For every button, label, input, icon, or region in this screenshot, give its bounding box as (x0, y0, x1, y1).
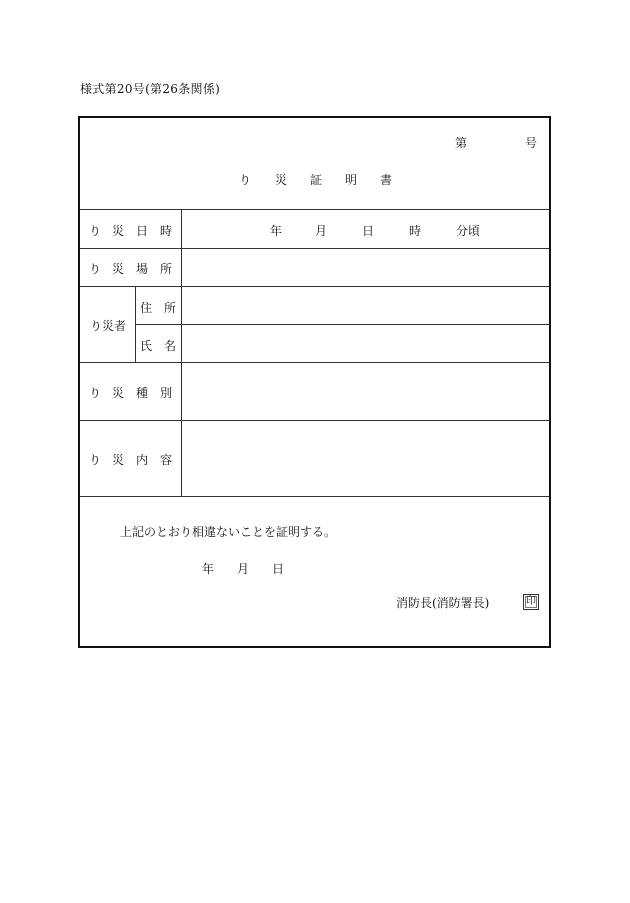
seal-mark (523, 594, 539, 610)
name-field[interactable] (182, 325, 549, 362)
year-unit: 年 (201, 562, 215, 576)
label-char: 名 (163, 339, 177, 353)
title-char: 書 (379, 173, 393, 187)
label-char: 災 (111, 453, 125, 467)
label-char: 災 (111, 386, 125, 400)
number-suffix: 号 (525, 136, 538, 150)
label-char: 氏 (139, 339, 153, 353)
number-prefix: 第 (455, 136, 468, 150)
victim-subdivider (135, 286, 136, 362)
place-field[interactable] (182, 249, 549, 286)
label-char: 災 (111, 262, 125, 276)
label-char: 内 (135, 453, 149, 467)
row-label-victim: り災者 (90, 319, 127, 333)
certification-statement: 上記のとおり相違ないことを証明する。 (120, 525, 337, 539)
month-unit: 月 (236, 562, 250, 576)
address-field[interactable] (182, 287, 549, 324)
label-char: り (88, 224, 102, 238)
label-char: 場 (135, 262, 149, 276)
label-char: り (88, 453, 102, 467)
label-char: 所 (163, 301, 177, 315)
label-char: り (88, 262, 102, 276)
label-char: 種 (135, 386, 149, 400)
label-char: 住 (139, 301, 153, 315)
label-char: 所 (159, 262, 173, 276)
label-char: 時 (159, 224, 173, 238)
year-unit: 年 (269, 224, 283, 238)
day-unit: 日 (361, 224, 375, 238)
label-char: 災 (111, 224, 125, 238)
day-unit: 日 (271, 562, 285, 576)
content-field[interactable] (182, 421, 549, 496)
seal-char: 印 (526, 596, 536, 607)
type-field[interactable] (182, 363, 549, 420)
label-char: 別 (159, 386, 173, 400)
month-unit: 月 (314, 224, 328, 238)
divider (80, 496, 549, 497)
title-char: 証 (309, 173, 323, 187)
label-char: 容 (159, 453, 173, 467)
hour-unit: 時 (408, 224, 422, 238)
minute-unit: 分頃 (455, 224, 481, 238)
signer-title: 消防長(消防署長) (396, 596, 490, 610)
title-char: 明 (344, 173, 358, 187)
title-char: り (238, 173, 252, 187)
form-number-caption: 様式第20号(第26条関係) (80, 82, 221, 96)
title-char: 災 (274, 173, 288, 187)
certificate-frame (78, 116, 551, 648)
label-char: 日 (135, 224, 149, 238)
label-char: り (88, 386, 102, 400)
divider (80, 209, 549, 210)
